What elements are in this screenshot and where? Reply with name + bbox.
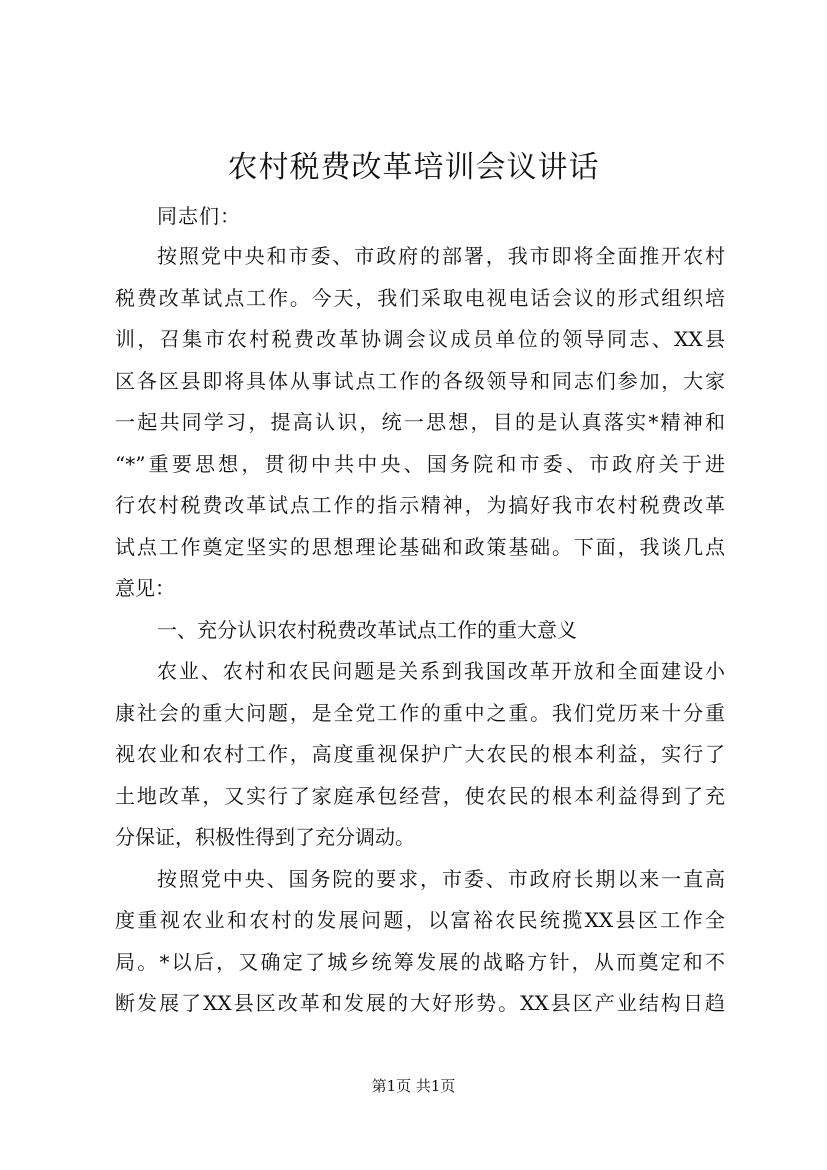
paragraph-line: 按照党中央、国务院的要求，市委、市政府长期以来一直高 [157, 867, 725, 891]
page-indicator: 第1页 共1页 [371, 1077, 456, 1095]
paragraph-line: 度重视农业和农村的发展问题，以富裕农民统揽XX县区工作全 [115, 908, 725, 932]
paragraph-line: 行农村税费改革试点工作的指示精神，为搞好我市农村税费改革 [115, 493, 725, 517]
paragraph-line: “*”重要思想，贯彻中共中央、国务院和市委、市政府关于进 [115, 452, 725, 476]
paragraph-line: 农业、农村和农民问题是关系到我国改革开放和全面建设小 [157, 659, 725, 683]
paragraph-line: 康社会的重大问题，是全党工作的重中之重。我们党历来十分重 [115, 701, 725, 725]
paragraph-line: 试点工作奠定坚实的思想理论基础和政策基础。下面，我谈几点 [115, 535, 725, 559]
paragraph-line: 局。*以后，又确定了城乡统筹发展的战略方针，从而奠定和不 [115, 950, 725, 974]
paragraph-line: 断发展了XX县区改革和发展的大好形势。XX县区产业结构日趋 [115, 991, 725, 1015]
paragraph-line: 视农业和农村工作，高度重视保护广大农民的根本利益，实行了 [115, 742, 725, 766]
paragraph-line: 意见： [115, 576, 175, 600]
paragraph-line: 区各区县即将具体从事试点工作的各级领导和同志们参加，大家 [115, 369, 725, 393]
paragraph-line: 土地改革，又实行了家庭承包经营，使农民的根本利益得到了充 [115, 784, 725, 808]
paragraph-line: 按照党中央和市委、市政府的部署，我市即将全面推开农村 [157, 244, 725, 268]
paragraph-line: 训，召集市农村税费改革协调会议成员单位的领导同志、XX县 [115, 327, 725, 351]
paragraph-line: 分保证，积极性得到了充分调动。 [115, 825, 415, 849]
paragraph-line: 一起共同学习，提高认识，统一思想，目的是认真落实*精神和 [115, 410, 725, 434]
paragraph-line: 税费改革试点工作。今天，我们采取电视电话会议的形式组织培 [115, 286, 725, 310]
section-heading: 一、充分认识农村税费改革试点工作的重大意义 [157, 618, 577, 642]
greeting: 同志们： [157, 204, 241, 228]
document-title: 农村税费改革培训会议讲话 [227, 150, 600, 185]
